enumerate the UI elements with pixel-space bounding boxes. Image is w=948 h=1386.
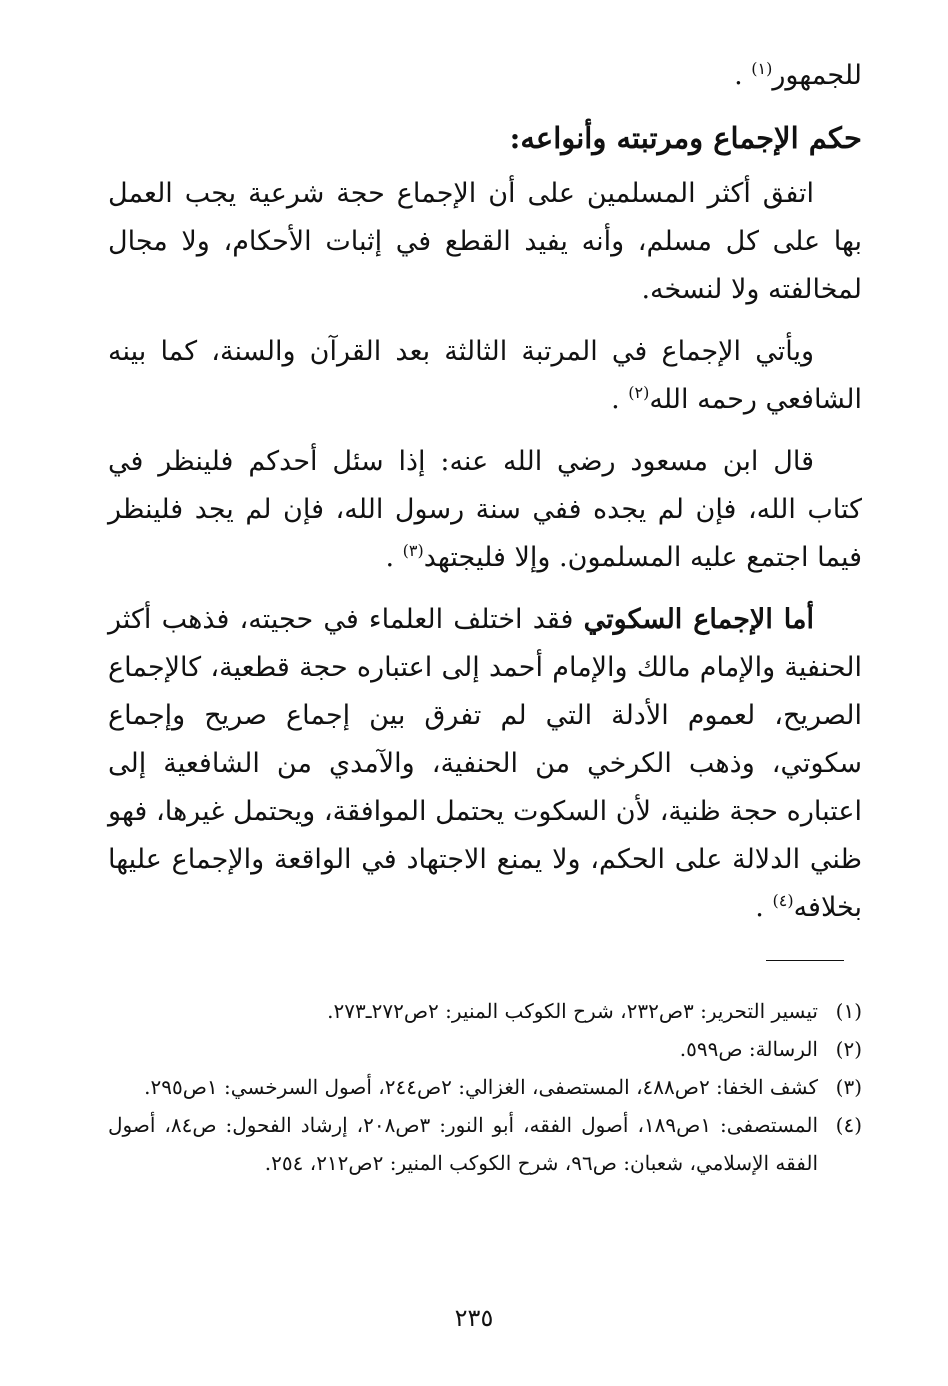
footnote-divider	[766, 960, 844, 961]
paragraph-4-tail: .	[755, 892, 773, 923]
footnote-ref-1: (١)	[751, 59, 773, 78]
paragraph-1: اتفق أكثر المسلمين على أن الإجماع حجة شرعية يجب العمل بها على كل مسلم، وأنه يفيد القطع في إثبات الأحكام، ولا مجال لمخالفته ولا لنسخه.	[108, 178, 862, 305]
paragraph-3	[108, 438, 862, 582]
paragraph-2-tail: .	[611, 384, 629, 415]
opening-tail: .	[734, 60, 752, 91]
footnote-item-3	[108, 1068, 862, 1106]
main-text	[108, 52, 862, 946]
footnote-text: كشف الخفا: ٢ص٤٨٨، المستصفى، الغزالي: ٢ص٢٤٤، أصول السرخسي: ١ص٢٩٥.	[144, 1075, 818, 1099]
footnote-number: (١)	[835, 999, 862, 1023]
footnote-ref-4: (٤)	[772, 891, 794, 910]
opening-fragment	[108, 52, 862, 100]
paragraph-2	[108, 328, 862, 424]
paragraph-4-text: فقد اختلف العلماء في حجيته، فذهب أكثر الحنفية والإمام مالك والإمام أحمد إلى اعتباره حجة قطعية، كالإجماع الصريح، لعموم الأدلة التي لم تفرق بين إجماع صريح وإجماع سكوتي، وذهب الكرخي من الحنفية، والآمدي من الشافعية إلى اعتباره حجة ظنية، لأن السكوت يحتمل الموافقة، ويحتمل غيرها، فهو ظني الدلالة على الحكم، ولا يمنع الاجتهاد في الواقعة والإجماع عليها بخلافه	[108, 604, 862, 923]
paragraph-3-text: قال ابن مسعود رضي الله عنه: إذا سئل أحدكم فلينظر في كتاب الله، فإن لم يجده ففي سنة رسول الله، فإن لم يجد فلينظر فيما اجتمع عليه المسلمون. وإلا فليجتهد	[108, 446, 862, 573]
paragraph-4	[108, 596, 862, 932]
paragraph-3-tail: .	[385, 542, 403, 573]
footnote-ref-3: (٣)	[402, 541, 424, 560]
section-heading: حكم الإجماع ومرتبته وأنواعه:	[509, 121, 862, 155]
footnote-text: المستصفى: ١ص١٨٩، أصول الفقه، أبو النور: ٣ص٢٠٨، إرشاد الفحول: ص٨٤، أصول الفقه الإسلامي، شعبان: ص٩٦، شرح الكوكب المنير: ٢ص٢١٢، ٢٥٤.	[108, 1113, 819, 1175]
footnote-number: (٢)	[835, 1037, 862, 1061]
footnote-number: (٣)	[835, 1075, 862, 1099]
footnote-item-4	[108, 1106, 862, 1182]
footnote-ref-2: (٢)	[628, 383, 650, 402]
page-number: ٢٣٥	[454, 1304, 494, 1332]
footnote-number: (٤)	[835, 1113, 862, 1137]
paragraph-2-text: ويأتي الإجماع في المرتبة الثالثة بعد القرآن والسنة، كما بينه الشافعي رحمه الله	[108, 336, 862, 415]
paragraph-4-bold-lead: أما الإجماع السكوتي	[583, 604, 814, 635]
footnote-text: الرسالة: ص٥٩٩.	[679, 1037, 818, 1061]
footnote-item-2	[108, 1030, 862, 1068]
footnote-item-1	[108, 992, 862, 1030]
footnotes	[108, 992, 862, 1182]
opening-text: للجمهور	[772, 60, 862, 91]
footnote-text: تيسير التحرير: ٣ص٢٣٢، شرح الكوكب المنير: ٢ص٢٧٢ـ٢٧٣.	[327, 999, 818, 1023]
